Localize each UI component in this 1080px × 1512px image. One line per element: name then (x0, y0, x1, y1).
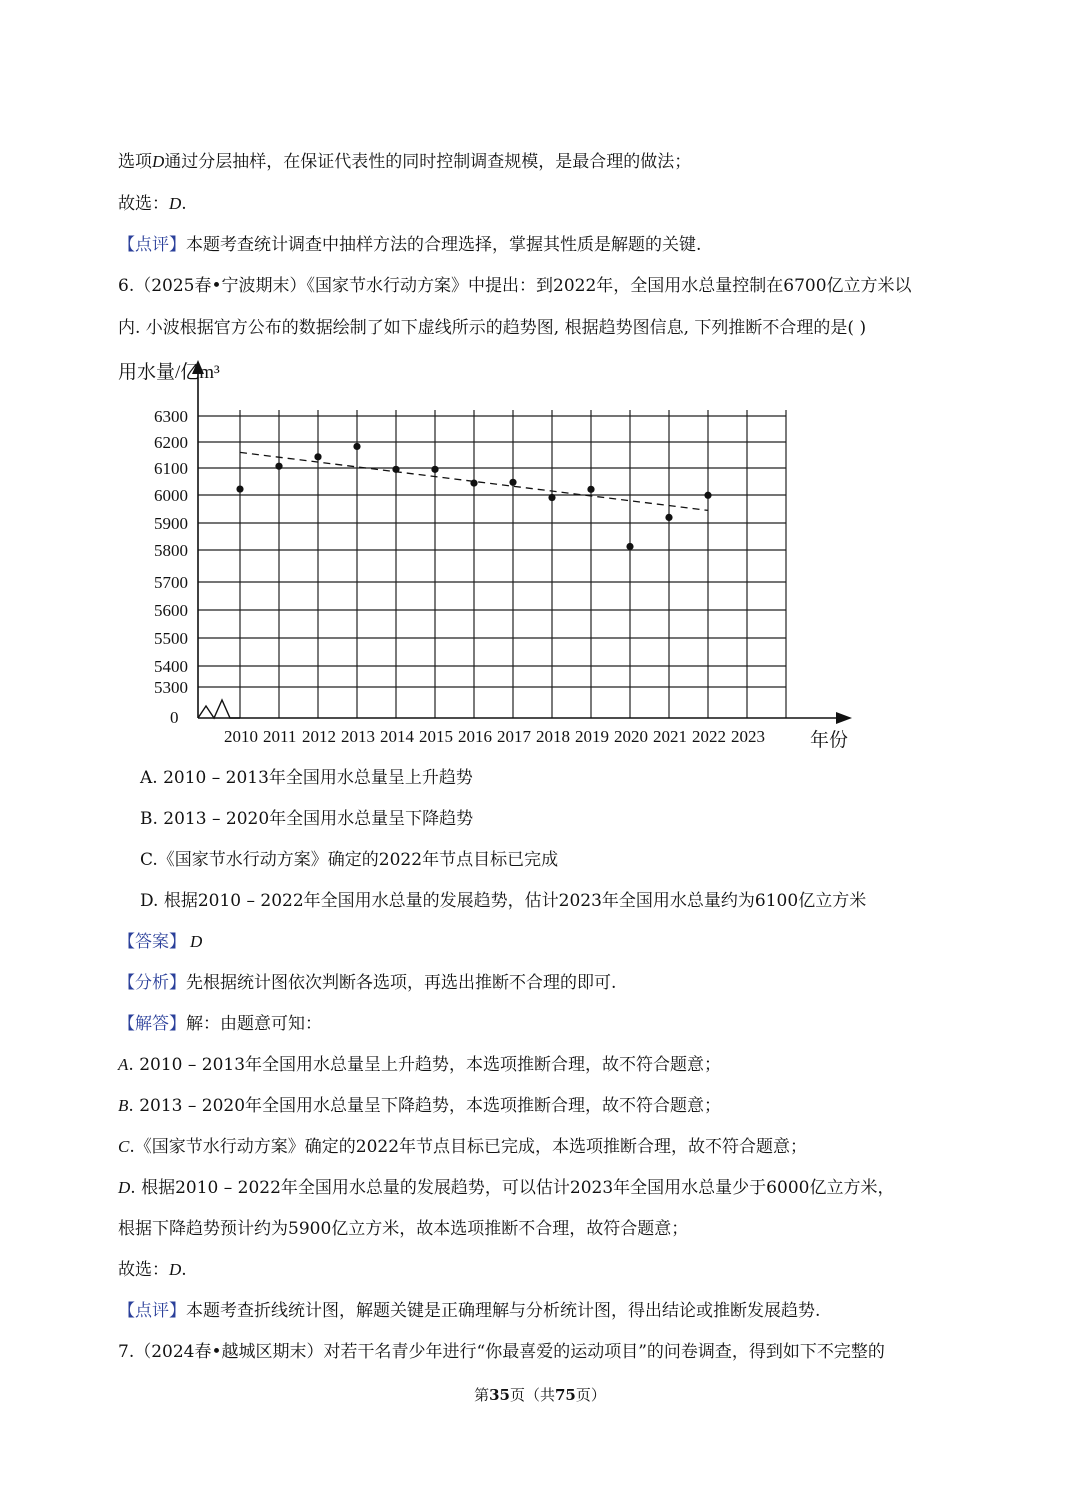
y-tick-label: 5900 (154, 514, 188, 533)
data-point (431, 466, 438, 473)
water-usage-chart (110, 352, 870, 760)
y-tick-label: 6200 (154, 433, 188, 452)
x-tick-label: 2017 (497, 727, 531, 746)
option-b: B. 2013 – 2020年全国用水总量呈下降趋势 (140, 809, 474, 829)
x-tick-label: 2019 (575, 727, 609, 746)
axis-break (198, 700, 240, 718)
q6-stem-line-2: 内. 小波根据官方公布的数据绘制了如下虚线所示的趋势图, 根据趋势图信息, 下列推断不合理的是( ) (118, 318, 867, 338)
q6-stem-line-1: 6.（2025春•宁波期末）《国家节水行动方案》中提出：到2022年，全国用水总量控制在6700亿立方米以 (118, 276, 912, 296)
x-tick-label: 2013 (341, 727, 375, 746)
data-point (704, 492, 711, 499)
analysis-line: 【分析】先根据统计图依次判断各选项，再选出推断不合理的即可. (118, 973, 617, 993)
x-tick-label: 2014 (380, 727, 414, 746)
chart-grid (198, 410, 786, 718)
y-tick-label: 5600 (154, 601, 188, 620)
q7-stem-line-1: 7.（2024春•越城区期末）对若干名青少年进行“你最喜爱的运动项目”的问卷调查，得到如下不完整的 (118, 1342, 885, 1362)
data-point (353, 443, 360, 450)
solution-line: 【解答】解：由题意可知： (118, 1014, 322, 1034)
x-tick-label: 2010 (224, 727, 258, 746)
solution-b: B. 2013 – 2020年全国用水总量呈下降趋势，本选项推断合理，故不符合题意； (118, 1096, 722, 1116)
comment-tag: 【点评】 (118, 235, 186, 255)
solution-c: C.《国家节水行动方案》确定的2022年节点目标已完成，本选项推断合理，故不符合题意； (118, 1137, 808, 1157)
data-point (470, 480, 477, 487)
y-axis-title: 用水量/亿m³ (118, 362, 220, 383)
solution-tag: 【解答】 (118, 1014, 186, 1034)
answer-value: D (190, 932, 203, 951)
comment-tag: 【点评】 (118, 1301, 186, 1321)
option-c: C.《国家节水行动方案》确定的2022年节点目标已完成 (140, 850, 559, 870)
y-tick-label: 5400 (154, 657, 188, 676)
chart-axes (192, 360, 852, 724)
y-tick-label: 6000 (154, 486, 188, 505)
data-point (665, 514, 672, 521)
data-point (587, 486, 594, 493)
y-tick-label: 5800 (154, 541, 188, 560)
data-point (275, 463, 282, 470)
option-letter: D (152, 152, 165, 171)
x-tick-label: 2021 (653, 727, 687, 746)
q6-choice-value: D (169, 1260, 182, 1279)
x-axis-arrow (836, 712, 852, 724)
x-tick-label: 2015 (419, 727, 453, 746)
option-a: A. 2010 – 2013年全国用水总量呈上升趋势 (140, 768, 473, 788)
prev-explanation-line: 选项D通过分层抽样，在保证代表性的同时控制调查规模，是最合理的做法； (118, 152, 692, 172)
chart-labels (118, 361, 848, 751)
q6-comment-line: 【点评】本题考查折线统计图，解题关键是正确理解与分析统计图，得出结论或推断发展趋势. (118, 1301, 821, 1321)
answer-tag: 【答案】 (118, 932, 186, 952)
solution-a: A. 2010 – 2013年全国用水总量呈上升趋势，本选项推断合理，故不符合题意； (118, 1055, 722, 1075)
data-point (509, 479, 516, 486)
answer-line (118, 930, 202, 954)
option-d: D. 根据2010 – 2022年全国用水总量的发展趋势，估计2023年全国用水总量约为6100亿立方米 (140, 891, 867, 911)
x-tick-label: 2011 (263, 727, 297, 746)
y-tick-label: 5500 (154, 629, 188, 648)
x-tick-label: 2020 (614, 727, 648, 746)
solution-d-continued: 根据下降趋势预计约为5900亿立方米，故本选项推断不合理，故符合题意； (118, 1219, 689, 1239)
data-point (626, 543, 633, 550)
x-axis-title: 年份 (810, 730, 849, 751)
x-tick-label: 2018 (536, 727, 570, 746)
y-tick-label: 6100 (154, 459, 188, 478)
q6-choice-line: 故选：D. (118, 1260, 187, 1280)
x-tick-label: 2016 (458, 727, 492, 746)
y-tick-label: 5300 (154, 678, 188, 697)
analysis-tag: 【分析】 (118, 973, 186, 993)
data-point (314, 453, 321, 460)
page-total: 75 (555, 1386, 576, 1404)
x-tick-label: 2012 (302, 727, 336, 746)
data-point (392, 466, 399, 473)
prev-choice-value: D (169, 194, 182, 213)
prev-comment-line: 【点评】本题考查统计调查中抽样方法的合理选择，掌握其性质是解题的关键. (118, 235, 702, 255)
data-point (548, 494, 555, 501)
solution-d: D. 根据2010 – 2022年全国用水总量的发展趋势，可以估计2023年全国用水总量少于6000亿立方米， (118, 1178, 895, 1198)
page-footer: 第35页（共75页） (474, 1386, 606, 1404)
y-tick-label: 0 (170, 708, 179, 727)
x-tick-label: 2023 (731, 727, 765, 746)
data-point (236, 485, 243, 492)
y-tick-label: 6300 (154, 407, 188, 426)
page-number: 35 (489, 1386, 510, 1404)
prev-choice-line: 故选：D. (118, 194, 187, 214)
y-tick-label: 5700 (154, 573, 188, 592)
x-tick-label: 2022 (692, 727, 726, 746)
